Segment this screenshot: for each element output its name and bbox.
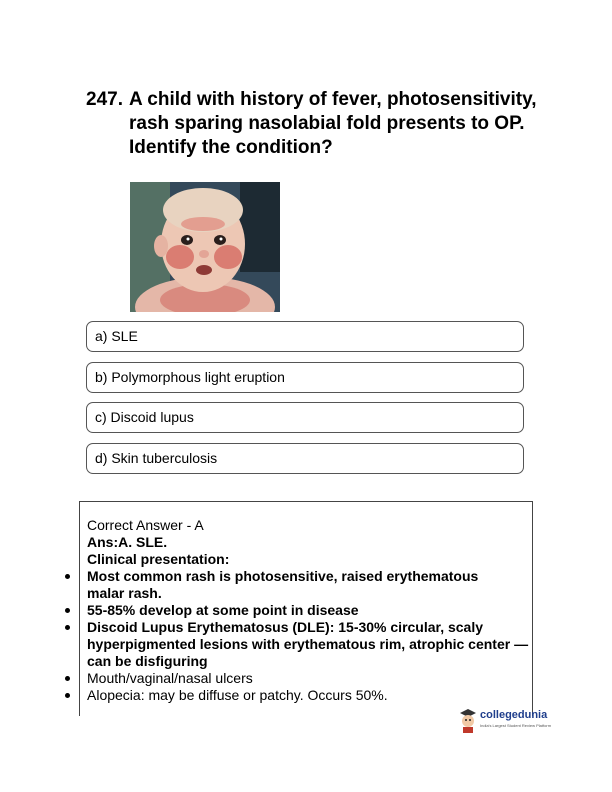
question-text: A child with history of fever, photosensitivity, rash sparing nasolabial fold presents to OP. Identify the condition? — [129, 89, 537, 158]
section-heading: Clinical presentation: — [87, 551, 230, 567]
option-a[interactable]: a) SLE — [86, 321, 524, 352]
option-c[interactable]: c) Discoid lupus — [86, 402, 524, 433]
bullet-item: Discoid Lupus Erythematosus (DLE): 15-30% circular, scaly hyperpigmented lesions with erythematous rim, atrophic center —can be disfiguring — [87, 619, 529, 669]
bullet-dot — [65, 693, 70, 698]
option-b[interactable]: b) Polymorphous light eruption — [86, 362, 524, 393]
bullet-item: Mouth/vaginal/nasal ulcers — [87, 670, 253, 686]
clinical-photo — [130, 182, 280, 312]
bullet-dot — [65, 676, 70, 681]
logo-name: collegedunia — [480, 709, 548, 721]
collegedunia-logo — [458, 707, 558, 737]
logo-tagline: India's Largest Student Review Platform — [480, 723, 552, 728]
bullet-dot — [65, 574, 70, 579]
answer-label: Ans:A. SLE. — [87, 534, 168, 550]
bullet-dot — [65, 625, 70, 630]
bullet-item: Alopecia: may be diffuse or patchy. Occurs 50%. — [87, 687, 388, 703]
bullet-item: 55-85% develop at some point in disease — [87, 602, 359, 618]
correct-answer: Correct Answer - A — [87, 517, 204, 533]
bullet-dot — [65, 608, 70, 613]
bullet-item: Most common rash is photosensitive, raised erythematous malar rash. — [87, 568, 479, 601]
option-d[interactable]: d) Skin tuberculosis — [86, 443, 524, 474]
question-number: 247. — [86, 89, 123, 110]
mascot-icon — [458, 707, 478, 733]
